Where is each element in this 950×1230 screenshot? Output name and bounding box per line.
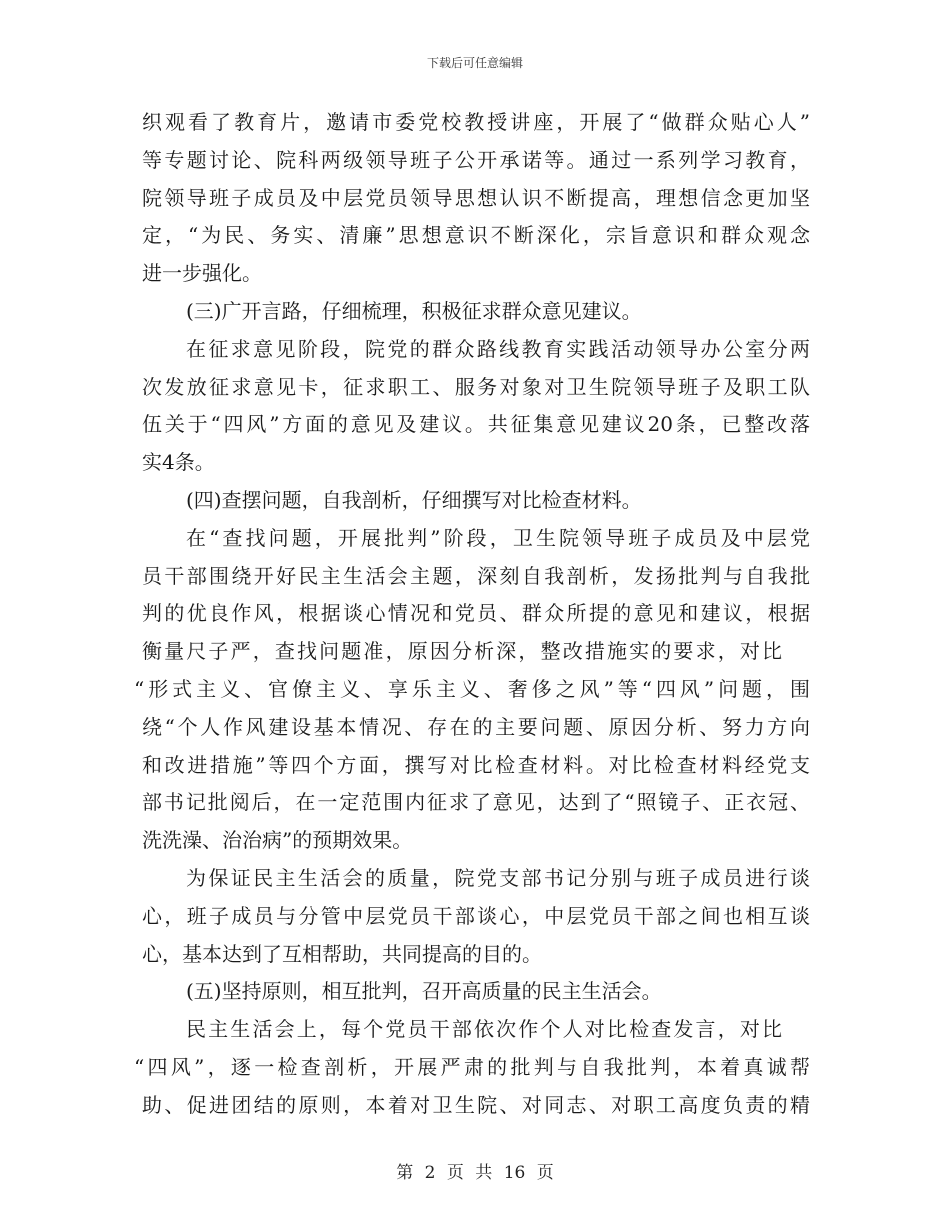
body-line: 助、促进团结的原则，本着对卫生院、对同志、对职工高度负责的精 xyxy=(142,1092,810,1117)
body-line: 实4条。 xyxy=(142,450,215,475)
body-line: 次发放征求意见卡，征求职工、服务对象对卫生院领导班子及职工队 xyxy=(142,374,810,399)
body-line: 在“查找问题，开展批判”阶段，卫生院领导班子成员及中层党 xyxy=(186,525,810,550)
page-number: 第 2 页 共 16 页 xyxy=(396,1163,554,1183)
body-line: 洗洗澡、治治病”的预期效果。 xyxy=(142,828,413,853)
body-line: 心，班子成员与分管中层党员干部谈心，中层党员干部之间也相互谈 xyxy=(142,903,810,928)
body-line: “四风”，逐一检查剖析，开展严肃的批判与自我批判，本着真诚帮 xyxy=(134,1054,810,1079)
body-line: 判的优良作风，根据谈心情况和党员、群众所提的意见和建议，根据 xyxy=(142,601,810,626)
body-line: 衡量尺子严，查找问题准，原因分析深，整改措施实的要求，对比 xyxy=(142,639,782,664)
document-body xyxy=(134,104,810,1125)
section-heading: (五)坚持原则，相互批判，召开高质量的民主生活会。 xyxy=(186,979,662,1004)
body-line: 等专题讨论、院科两级领导班子公开承诺等。通过一系列学习教育， xyxy=(142,147,810,172)
body-line: 民主生活会上，每个党员干部依次作个人对比检查发言，对比 xyxy=(186,1017,782,1042)
page-header: 下载后可任意编辑 xyxy=(426,56,523,70)
body-line: 心，基本达到了互相帮助，共同提高的目的。 xyxy=(142,941,542,966)
body-line: 定，“为民、务实、清廉”思想意识不断深化，宗旨意识和群众观念 xyxy=(142,223,810,248)
body-line: 在征求意见阶段，院党的群众路线教育实践活动领导办公室分两 xyxy=(186,336,810,361)
body-line: 部书记批阅后，在一定范围内征求了意见，达到了“照镜子、正衣冠、 xyxy=(142,790,810,815)
body-line: 绕“个人作风建设基本情况、存在的主要问题、原因分析、努力方向 xyxy=(142,714,810,739)
section-heading: (三)广开言路，仔细梳理，积极征求群众意见建议。 xyxy=(186,298,642,323)
body-line: 进一步强化。 xyxy=(142,261,262,286)
body-line: 和改进措施”等四个方面，撰写对比检查材料。对比检查材料经党支 xyxy=(142,752,810,777)
body-line: 伍关于“四风”方面的意见及建议。共征集意见建议20条，已整改落 xyxy=(142,412,810,437)
body-line: 织观看了教育片，邀请市委党校教授讲座，开展了“做群众贴心人” xyxy=(142,110,810,134)
body-line: 员干部围绕开好民主生活会主题，深刻自我剖析，发扬批判与自我批 xyxy=(142,563,810,588)
body-line: 为保证民主生活会的质量，院党支部书记分别与班子成员进行谈 xyxy=(186,865,810,890)
body-line: 院领导班子成员及中层党员领导思想认识不断提高，理想信念更加坚 xyxy=(142,185,810,210)
body-line: “形式主义、官僚主义、享乐主义、奢侈之风”等“四风”问题，围 xyxy=(134,676,810,701)
section-heading: (四)查摆问题，自我剖析，仔细撰写对比检查材料。 xyxy=(186,487,642,512)
